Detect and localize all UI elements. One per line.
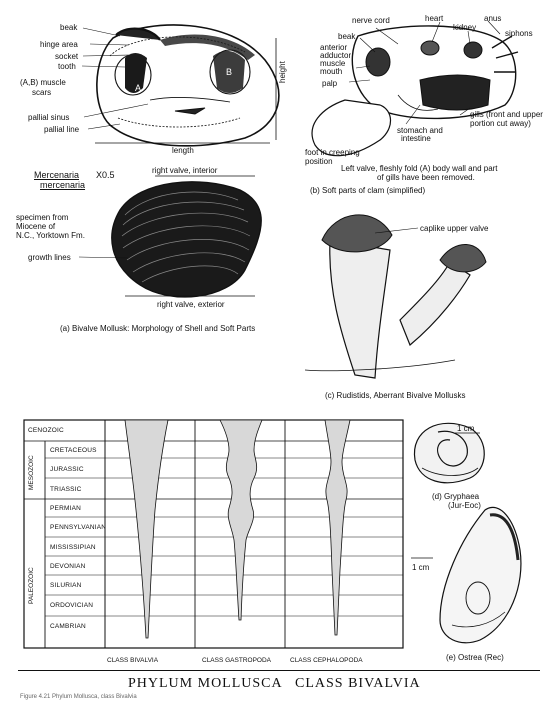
period-cretaceous: CRETACEOUS	[50, 447, 97, 454]
footer-phylum: PHYLUM MOLLUSCA	[128, 676, 283, 691]
label-adductor: adductor	[320, 51, 352, 60]
mercenaria-caption: (a) Bivalve Mollusk: Morphology of Shell and Soft Parts	[60, 324, 256, 333]
specimen-line-2: Miocene of	[16, 222, 56, 231]
mercenaria-name-bottom: mercenaria	[40, 180, 86, 190]
label-length: length	[172, 146, 194, 155]
era-paleozoic: PALEOZOIC	[28, 567, 35, 604]
label-scars: scars	[32, 88, 52, 97]
specimen-line-3: N.C., Yorktown Fm.	[16, 231, 85, 240]
period-silurian: SILURIAN	[50, 582, 82, 589]
figure-caption: Figure 4.21 Phylum Mollusca, class Bivalvia	[20, 694, 137, 700]
col-gastropoda: CLASS GASTROPODA	[202, 657, 271, 664]
period-cambrian: CAMBRIAN	[50, 623, 86, 630]
rudistids-drawing	[305, 215, 489, 378]
label-growth-lines: growth lines	[28, 253, 71, 262]
col-cephalopoda: CLASS CEPHALOPODA	[290, 657, 363, 664]
label-hinge-area: hinge area	[40, 40, 78, 49]
ostrea-caption: (e) Ostrea (Rec)	[446, 653, 504, 662]
range-spindles	[125, 420, 350, 638]
rudistids-caption: (c) Rudistids, Aberrant Bivalve Mollusks	[325, 391, 466, 400]
period-triassic: TRIASSIC	[50, 486, 82, 493]
col-bivalvia: CLASS BIVALVIA	[107, 657, 159, 664]
label-beak: beak	[60, 23, 78, 32]
gryphaea-scale: 1 cm	[457, 424, 475, 433]
period-pennsylvanian: PENNSYLVANIAN	[50, 524, 107, 531]
gryphaea-caption-2: (Jur-Eoc)	[448, 501, 481, 510]
label-pallial-line: pallial line	[44, 125, 80, 134]
period-devonian: DEVONIAN	[50, 563, 86, 570]
label-caplike-upper-valve: caplike upper valve	[420, 224, 489, 233]
label-right-valve-interior: right valve, interior	[152, 166, 218, 175]
label-foot-2: position	[305, 157, 333, 166]
label-stomach: stomach and	[397, 126, 443, 135]
label-nerve-cord: nerve cord	[352, 16, 390, 25]
mercenaria-scale: X0.5	[96, 170, 115, 180]
label-pallial-sinus: pallial sinus	[28, 113, 70, 122]
label-gills-2: portion cut away)	[470, 119, 531, 128]
specimen-line-1: specimen from	[16, 213, 69, 222]
ostrea-drawing	[411, 507, 521, 642]
mercenaria-shell-drawing	[79, 176, 261, 297]
period-permian: PERMIAN	[50, 505, 82, 512]
label-siphons: siphons	[505, 29, 533, 38]
soft-parts-caption: (b) Soft parts of clam (simplified)	[310, 186, 426, 195]
label-muscle-soft: muscle	[320, 59, 346, 68]
label-b: B	[226, 67, 233, 77]
footer-rule	[18, 670, 540, 671]
mercenaria-name-top: Mercenaria	[34, 170, 80, 180]
label-muscle: (A,B) muscle	[20, 78, 66, 87]
era-cenozoic: CENOZOIC	[28, 427, 64, 434]
label-socket: socket	[55, 52, 79, 61]
period-jurassic: JURASSIC	[50, 466, 84, 473]
label-heart: heart	[425, 14, 444, 23]
label-right-valve-exterior: right valve, exterior	[157, 300, 225, 309]
ostrea-scale: 1 cm	[412, 563, 430, 572]
label-anterior: anterior	[320, 43, 348, 52]
era-mesozoic: MESOZOIC	[28, 455, 35, 490]
label-soft-beak: beak	[338, 32, 356, 41]
soft-parts-note-line1: Left valve, fleshly fold (A) body wall and part	[341, 164, 498, 173]
label-intestine: intestine	[401, 134, 431, 143]
label-mouth: mouth	[320, 67, 343, 76]
period-ordovician: ORDOVICIAN	[50, 602, 94, 609]
label-palp: palp	[322, 79, 338, 88]
label-height: height	[278, 61, 287, 83]
period-mississipian: MISSISSIPIAN	[50, 544, 96, 551]
label-anus: anus	[484, 14, 502, 23]
gryphaea-caption-1: (d) Gryphaea	[432, 492, 480, 501]
label-tooth: tooth	[58, 62, 76, 71]
label-kidney: kidney	[453, 23, 477, 32]
label-gills-1: gills (front and upper	[470, 110, 543, 119]
label-foot-1: foot in creeping	[305, 148, 360, 157]
soft-parts-note-line2: of gills have been removed.	[377, 173, 475, 182]
label-a: A	[135, 83, 142, 93]
footer-class: CLASS BIVALVIA	[295, 676, 421, 691]
